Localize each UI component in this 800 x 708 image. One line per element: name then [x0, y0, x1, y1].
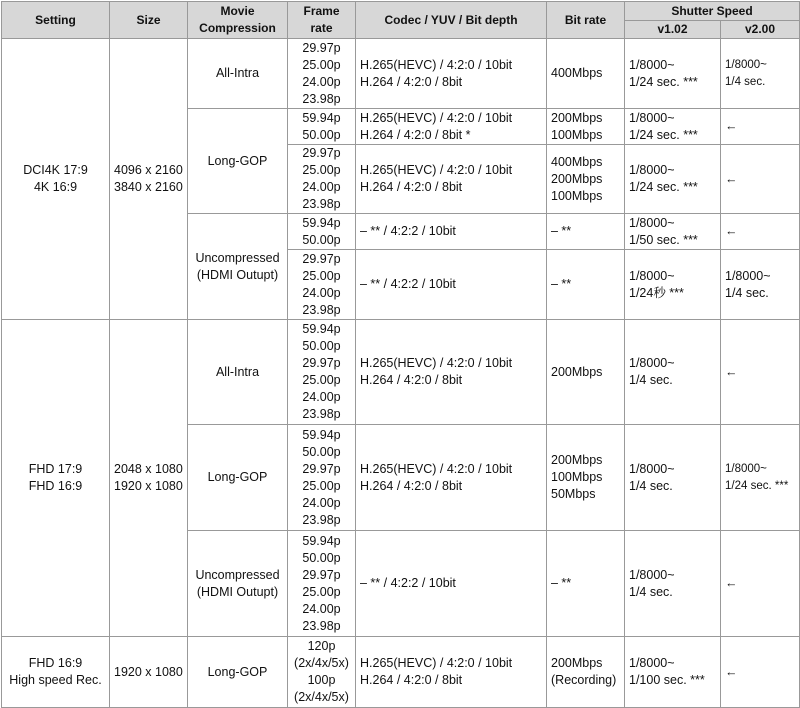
bit-rate-cell: 200Mbps 100Mbps 50Mbps — [547, 425, 625, 531]
shutter-v102-cell: 1/8000~ 1/24 sec. *** — [625, 39, 721, 109]
table-row — [2, 39, 800, 109]
header-v102: v1.02 — [625, 21, 721, 39]
table-row — [2, 320, 800, 425]
codec-cell: H.265(HEVC) / 4:2:0 / 10bit H.264 / 4:2:0 / 8bit — [356, 39, 547, 109]
shutter-v102-cell: 1/8000~ 1/24 sec. *** — [625, 145, 721, 214]
shutter-v200-cell: ← — [721, 109, 800, 145]
compression-cell: All-Intra — [188, 320, 288, 425]
compression-cell: Long-GOP — [188, 637, 288, 708]
header-bit-rate: Bit rate — [547, 2, 625, 39]
size-cell: 1920 x 1080 — [110, 637, 188, 708]
codec-cell: H.265(HEVC) / 4:2:0 / 10bit H.264 / 4:2:0 / 8bit — [356, 145, 547, 214]
bit-rate-cell: 400Mbps — [547, 39, 625, 109]
shutter-v102-cell: 1/8000~ 1/50 sec. *** — [625, 214, 721, 250]
size-cell: 2048 x 1080 1920 x 1080 — [110, 320, 188, 637]
header-codec: Codec / YUV / Bit depth — [356, 2, 547, 39]
codec-cell: H.265(HEVC) / 4:2:0 / 10bit H.264 / 4:2:0 / 8bit — [356, 320, 547, 425]
shutter-v102-cell: 1/8000~ 1/24秒 *** — [625, 250, 721, 320]
compression-cell: Long-GOP — [188, 425, 288, 531]
shutter-v200-cell: ← — [721, 531, 800, 637]
codec-cell: H.265(HEVC) / 4:2:0 / 10bit H.264 / 4:2:0 / 8bit — [356, 637, 547, 708]
size-cell: 4096 x 2160 3840 x 2160 — [110, 39, 188, 320]
shutter-v200-cell: ← — [721, 214, 800, 250]
bit-rate-cell: 200Mbps 100Mbps — [547, 109, 625, 145]
bit-rate-cell: – ** — [547, 214, 625, 250]
bit-rate-cell: – ** — [547, 250, 625, 320]
bit-rate-cell: 400Mbps 200Mbps 100Mbps — [547, 145, 625, 214]
frame-rate-cell: 59.94p 50.00p 29.97p 25.00p 24.00p 23.98p — [288, 320, 356, 425]
frame-rate-cell: 59.94p 50.00p — [288, 214, 356, 250]
frame-rate-cell: 59.94p 50.00p 29.97p 25.00p 24.00p 23.98p — [288, 425, 356, 531]
shutter-v200-cell: 1/8000~ 1/24 sec. *** — [721, 425, 800, 531]
header-setting: Setting — [2, 2, 110, 39]
shutter-v102-cell: 1/8000~ 1/4 sec. — [625, 320, 721, 425]
frame-rate-cell: 59.94p 50.00p — [288, 109, 356, 145]
frame-rate-cell: 59.94p 50.00p 29.97p 25.00p 24.00p 23.98p — [288, 531, 356, 637]
setting-cell: DCI4K 17:9 4K 16:9 — [2, 39, 110, 320]
compression-cell: Uncompressed (HDMI Outupt) — [188, 531, 288, 637]
shutter-v200-cell: ← — [721, 637, 800, 708]
shutter-speed-spec-table — [1, 1, 800, 708]
shutter-v200-cell: 1/8000~ 1/4 sec. — [721, 39, 800, 109]
frame-rate-cell: 29.97p 25.00p 24.00p 23.98p — [288, 39, 356, 109]
compression-cell: Uncompressed (HDMI Outupt) — [188, 214, 288, 320]
header-v200: v2.00 — [721, 21, 800, 39]
compression-cell: All-Intra — [188, 39, 288, 109]
header-movie-compression: Movie Compression — [188, 2, 288, 39]
codec-cell: – ** / 4:2:2 / 10bit — [356, 531, 547, 637]
bit-rate-cell: – ** — [547, 531, 625, 637]
frame-rate-cell: 29.97p 25.00p 24.00p 23.98p — [288, 145, 356, 214]
setting-cell: FHD 16:9 High speed Rec. — [2, 637, 110, 708]
bit-rate-cell: 200Mbps (Recording) — [547, 637, 625, 708]
header-frame-rate: Frame rate — [288, 2, 356, 39]
shutter-v102-cell: 1/8000~ 1/100 sec. *** — [625, 637, 721, 708]
frame-rate-cell: 29.97p 25.00p 24.00p 23.98p — [288, 250, 356, 320]
bit-rate-cell: 200Mbps — [547, 320, 625, 425]
codec-cell: H.265(HEVC) / 4:2:0 / 10bit H.264 / 4:2:0 / 8bit — [356, 425, 547, 531]
setting-cell: FHD 17:9 FHD 16:9 — [2, 320, 110, 637]
shutter-v102-cell: 1/8000~ 1/24 sec. *** — [625, 109, 721, 145]
shutter-v102-cell: 1/8000~ 1/4 sec. — [625, 425, 721, 531]
frame-rate-cell: 120p (2x/4x/5x) 100p (2x/4x/5x) — [288, 637, 356, 708]
table-row — [2, 637, 800, 708]
codec-cell: H.265(HEVC) / 4:2:0 / 10bit H.264 / 4:2:0 / 8bit * — [356, 109, 547, 145]
shutter-v200-cell: 1/8000~ 1/4 sec. — [721, 250, 800, 320]
shutter-v200-cell: ← — [721, 145, 800, 214]
compression-cell: Long-GOP — [188, 109, 288, 214]
codec-cell: – ** / 4:2:2 / 10bit — [356, 214, 547, 250]
shutter-v200-cell: ← — [721, 320, 800, 425]
shutter-v102-cell: 1/8000~ 1/4 sec. — [625, 531, 721, 637]
header-shutter-speed: Shutter Speed — [625, 2, 800, 21]
codec-cell: – ** / 4:2:2 / 10bit — [356, 250, 547, 320]
header-size: Size — [110, 2, 188, 39]
